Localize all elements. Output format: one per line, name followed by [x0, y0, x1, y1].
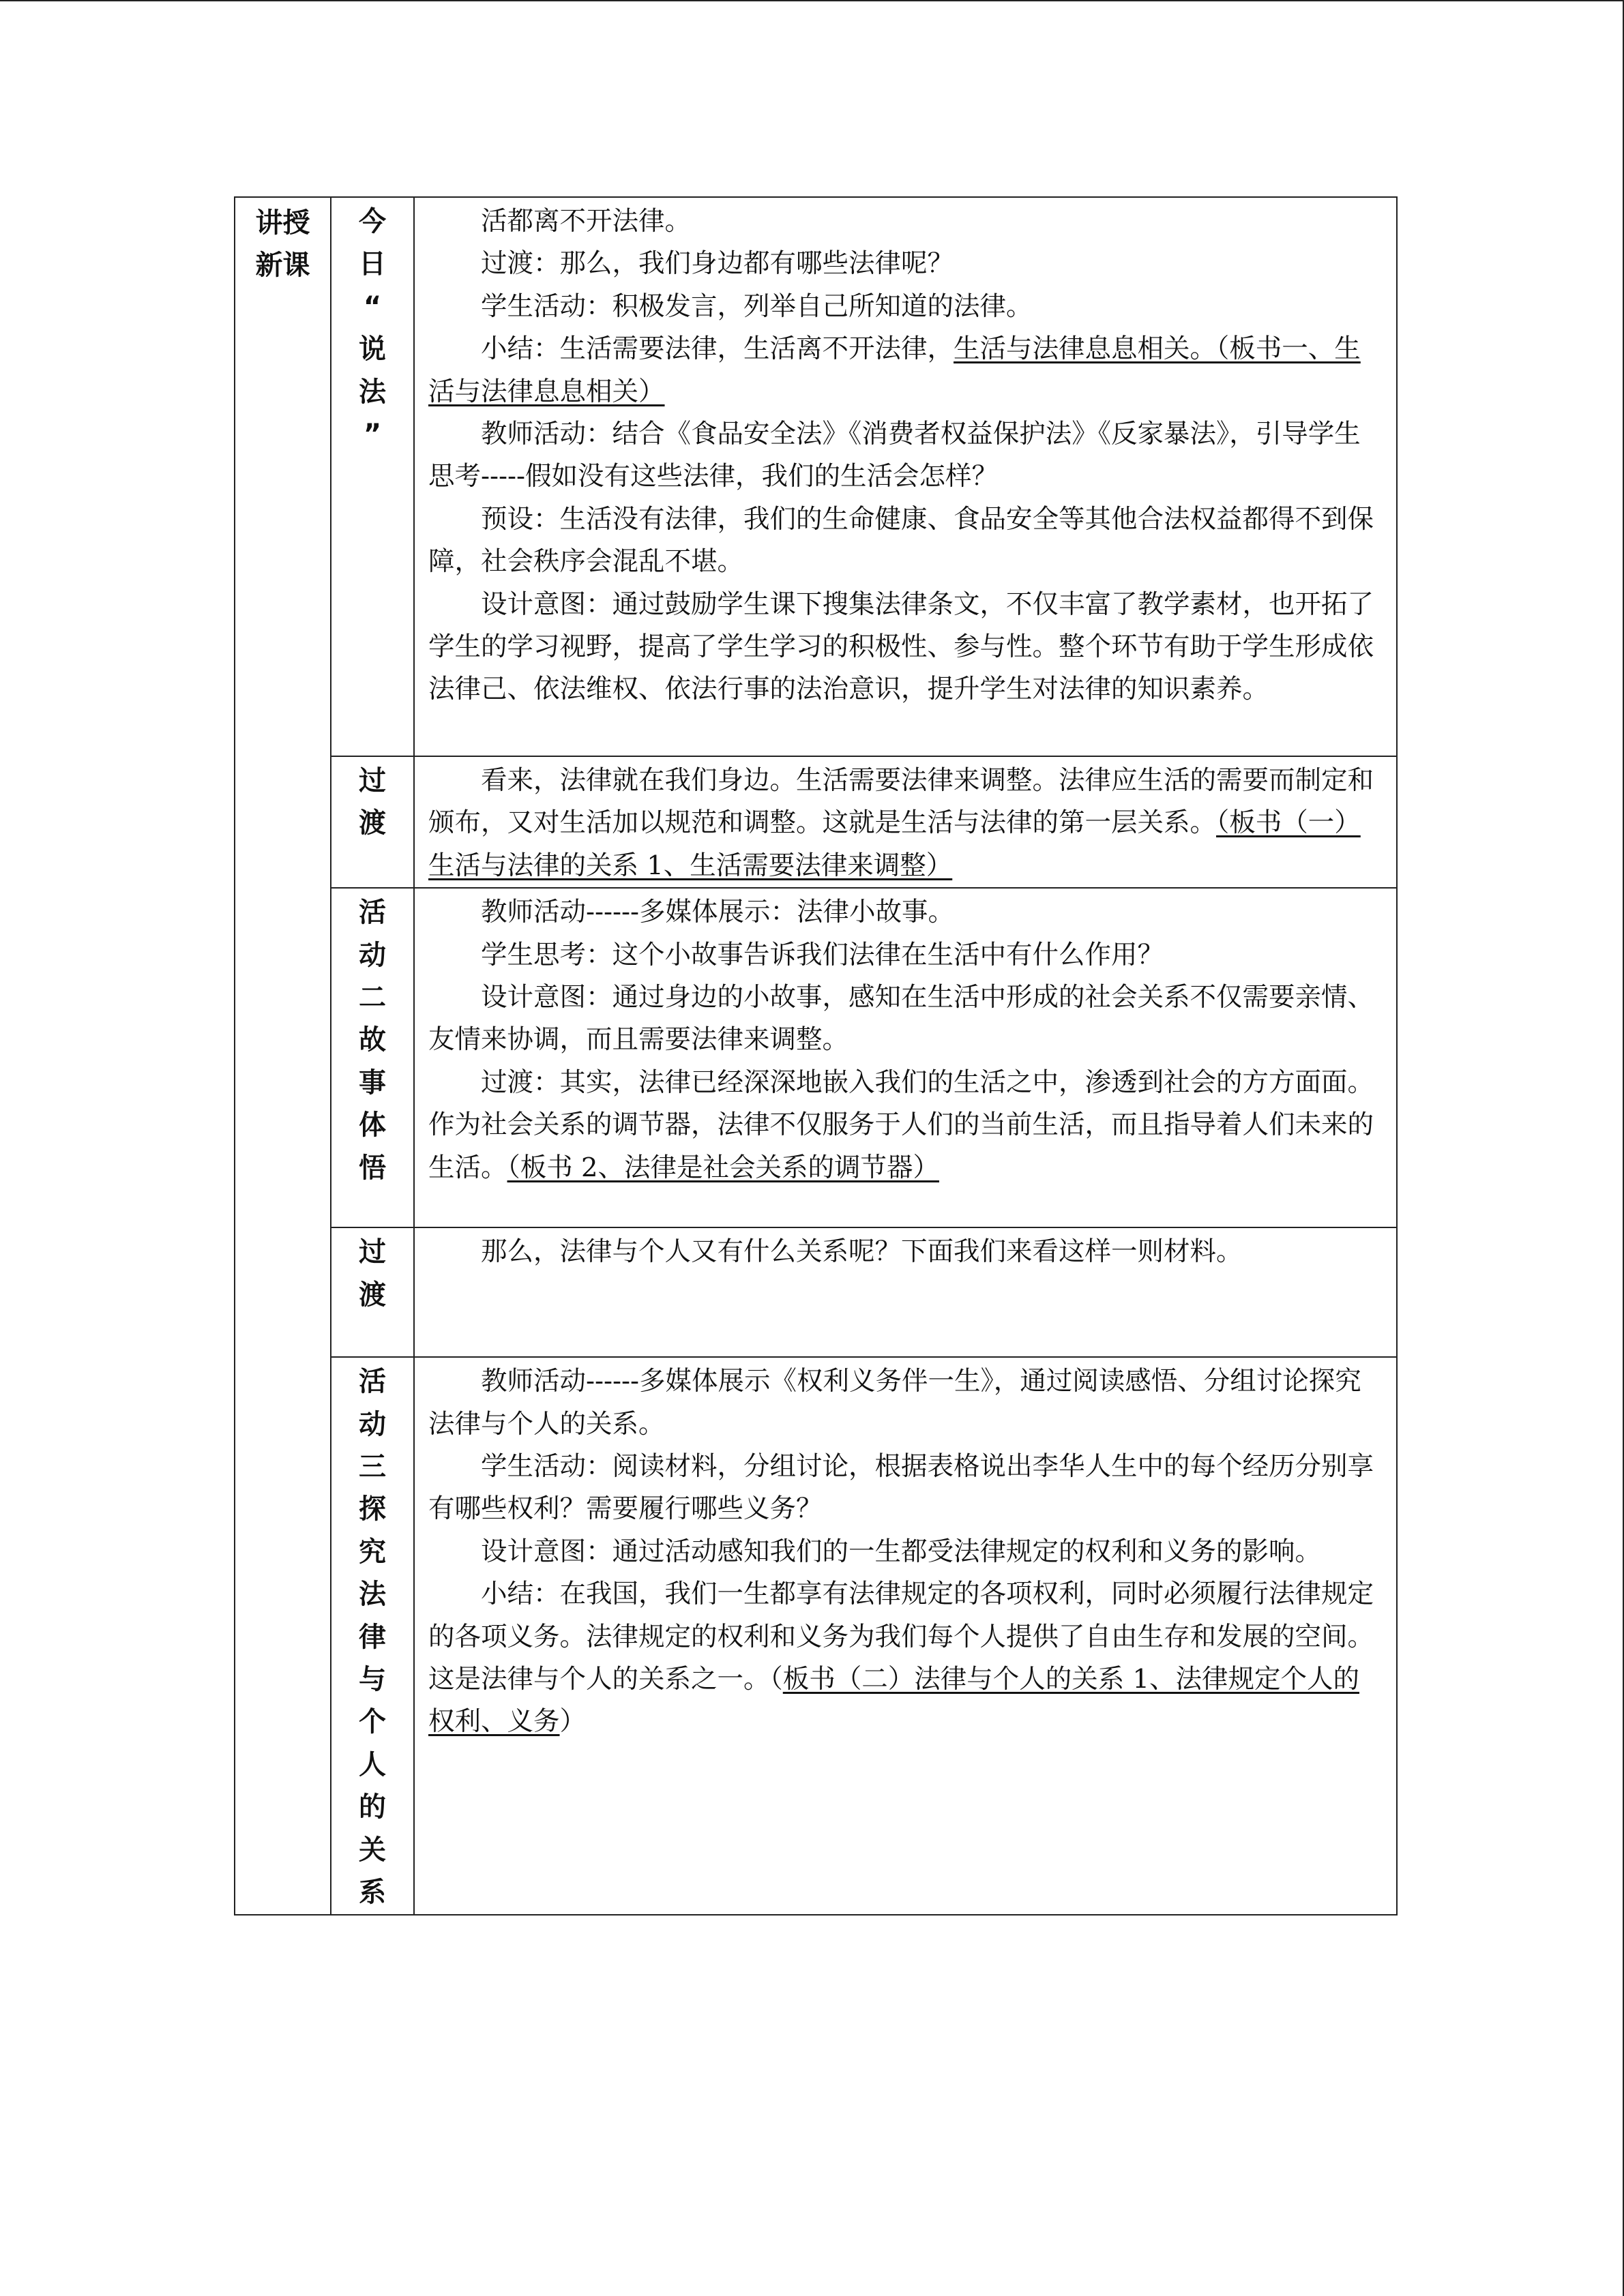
paragraph-text: 学生活动：阅读材料，分组讨论，根据表格说出李华人生中的每个经历分别享有哪些权利？需要履行哪些义务？ [428, 1451, 1374, 1525]
paragraph [428, 1360, 1376, 1446]
label-char: “ [363, 290, 382, 323]
label-char: 活 [359, 1366, 386, 1398]
label-char: 的 [359, 1791, 386, 1823]
label-char: 活 [359, 897, 386, 929]
content-cell [414, 888, 1397, 1227]
table-row [235, 1357, 1397, 1915]
paragraph [428, 1231, 1376, 1273]
label-char: 过 [359, 1236, 386, 1268]
section-title [235, 198, 330, 286]
paragraph [428, 1531, 1376, 1573]
label-char: 法 [359, 376, 386, 408]
label-char: 律 [359, 1621, 386, 1653]
activity-label-cell [331, 197, 414, 756]
paragraph-text: 小结：在我国，我们一生都享有法律规定的各项权利，同时必须履行法律规定的各项义务。法律规定的权利和义务为我们每个人提供了自由生存和发展的空间。这是法律与个人的关系之一。（ [428, 1579, 1374, 1695]
paragraph-text: 教师活动------多媒体展示：法律小故事。 [481, 897, 955, 928]
content-cell [414, 756, 1397, 888]
label-char: 探 [359, 1493, 386, 1525]
paragraph-text: 教师活动------多媒体展示《权利义务伴一生》，通过阅读感悟、分组讨论探究法律与个人的关系。 [428, 1366, 1361, 1440]
blackboard-note: （板书（一）生活与法律的关系 1、生活需要法律来调整） [428, 807, 1361, 881]
paragraph [428, 328, 1376, 413]
label-char: 究 [359, 1536, 386, 1568]
activity-label [331, 1228, 413, 1316]
content-cell [414, 1357, 1397, 1915]
label-char: 人 [359, 1748, 386, 1780]
label-char: 与 [359, 1664, 386, 1696]
paragraph [428, 286, 1376, 328]
activity-label-cell [331, 888, 414, 1227]
label-char: 渡 [359, 1279, 386, 1311]
label-char: 渡 [359, 807, 386, 839]
label-char: 动 [359, 1408, 386, 1440]
label-char: 动 [359, 939, 386, 971]
content-text [415, 198, 1396, 711]
paragraph-text: 过渡：那么，我们身边都有哪些法律呢？ [481, 248, 954, 280]
blackboard-note: （板书 2、法律是社会关系的调节器） [507, 1152, 939, 1183]
paragraph [428, 243, 1376, 285]
label-char: 法 [359, 1579, 386, 1611]
paragraph-text: ） [559, 1706, 587, 1738]
paragraph-text: 教师活动：结合《食品安全法》《消费者权益保护法》《反家暴法》，引导学生思考-----假如没有这些法律，我们的生活会怎样？ [428, 419, 1361, 492]
blackboard-note: 生活与法律息息相关。（板书一、生活与法律息息相关） [428, 333, 1361, 407]
label-char: ” [363, 419, 382, 451]
paragraph-text: 小结：生活需要法律，生活离不开法律， [481, 333, 954, 365]
activity-label-cell [331, 756, 414, 888]
activity-label [331, 198, 413, 456]
paragraph [428, 891, 1376, 934]
paragraph [428, 934, 1376, 976]
label-char: 关 [359, 1834, 386, 1866]
section-title-line: 讲授 [255, 207, 310, 239]
label-char: 说 [359, 333, 386, 366]
table-row [235, 197, 1397, 756]
label-char: 日 [359, 248, 386, 280]
label-char: 二 [359, 982, 386, 1014]
paragraph-text: 看来，法律就在我们身边。生活需要法律来调整。法律应生活的需要而制定和颁布，又对生活加以规范和调整。这就是生活与法律的第一层关系。 [428, 765, 1374, 839]
paragraph-text: 学生活动：积极发言，列举自己所知道的法律。 [481, 290, 1033, 322]
blackboard-note: 板书（二）法律与个人的关系 1、法律规定个人的权利、义务 [428, 1664, 1360, 1738]
paragraph-text: 设计意图：通过鼓励学生课下搜集法律条文，不仅丰富了教学素材，也开拓了学生的学习视野，提高了学生学习的积极性、参与性。整个环节有助于学生形成依法律己、依法维权、依法行事的法治意识，提升学生对法律的知识素养。 [428, 588, 1374, 705]
activity-label [331, 757, 413, 845]
paragraph [428, 1062, 1376, 1189]
content-cell [414, 1227, 1397, 1357]
label-char: 今 [359, 206, 386, 237]
page-border-top [0, 0, 1624, 1]
content-text [415, 757, 1396, 887]
paragraph [428, 498, 1376, 584]
paragraph [428, 760, 1376, 887]
content-cell [414, 197, 1397, 756]
content-text [415, 889, 1396, 1189]
activity-label-cell [331, 1357, 414, 1915]
paragraph [428, 1573, 1376, 1744]
table-row [235, 1227, 1397, 1357]
label-char: 个 [359, 1706, 386, 1738]
label-char: 系 [359, 1877, 386, 1909]
paragraph [428, 584, 1376, 711]
paragraph-text: 设计意图：通过身边的小故事，感知在生活中形成的社会关系不仅需要亲情、友情来协调，而且需要法律来调整。 [428, 982, 1374, 1056]
content-text [415, 1358, 1396, 1744]
activity-label [331, 889, 413, 1189]
lesson-plan-table [234, 196, 1398, 1915]
activity-label [331, 1358, 413, 1913]
paragraph-text: 预设：生活没有法律，我们的生命健康、食品安全等其他合法权益都得不到保障，社会秩序会混乱不堪。 [428, 503, 1374, 578]
label-char: 三 [359, 1451, 386, 1483]
paragraph [428, 976, 1376, 1062]
label-char: 体 [359, 1109, 386, 1142]
label-char: 故 [359, 1024, 386, 1056]
paragraph-text: 学生思考：这个小故事告诉我们法律在生活中有什么作用？ [481, 939, 1164, 970]
paragraph [428, 1446, 1376, 1531]
paragraph-text: 那么，法律与个人又有什么关系呢？下面我们来看这样一则材料。 [481, 1236, 1243, 1268]
paragraph-text: 活都离不开法律。 [481, 206, 692, 237]
table-row [235, 888, 1397, 1227]
section-cell [235, 197, 331, 1915]
table-row [235, 756, 1397, 888]
paragraph [428, 413, 1376, 498]
label-char: 过 [359, 765, 386, 796]
paragraph [428, 200, 1376, 243]
activity-label-cell [331, 1227, 414, 1357]
label-char: 悟 [359, 1152, 386, 1184]
label-char: 事 [359, 1067, 386, 1099]
content-text [415, 1228, 1396, 1273]
paragraph-text: 过渡：其实，法律已经深深地嵌入我们的生活之中，渗透到社会的方方面面。作为社会关系的调节器，法律不仅服务于人们的当前生活，而且指导着人们未来的生活。 [428, 1067, 1374, 1183]
paragraph-text: 设计意图：通过活动感知我们的一生都受法律规定的权利和义务的影响。 [481, 1536, 1322, 1567]
section-title-line: 新课 [255, 250, 310, 281]
